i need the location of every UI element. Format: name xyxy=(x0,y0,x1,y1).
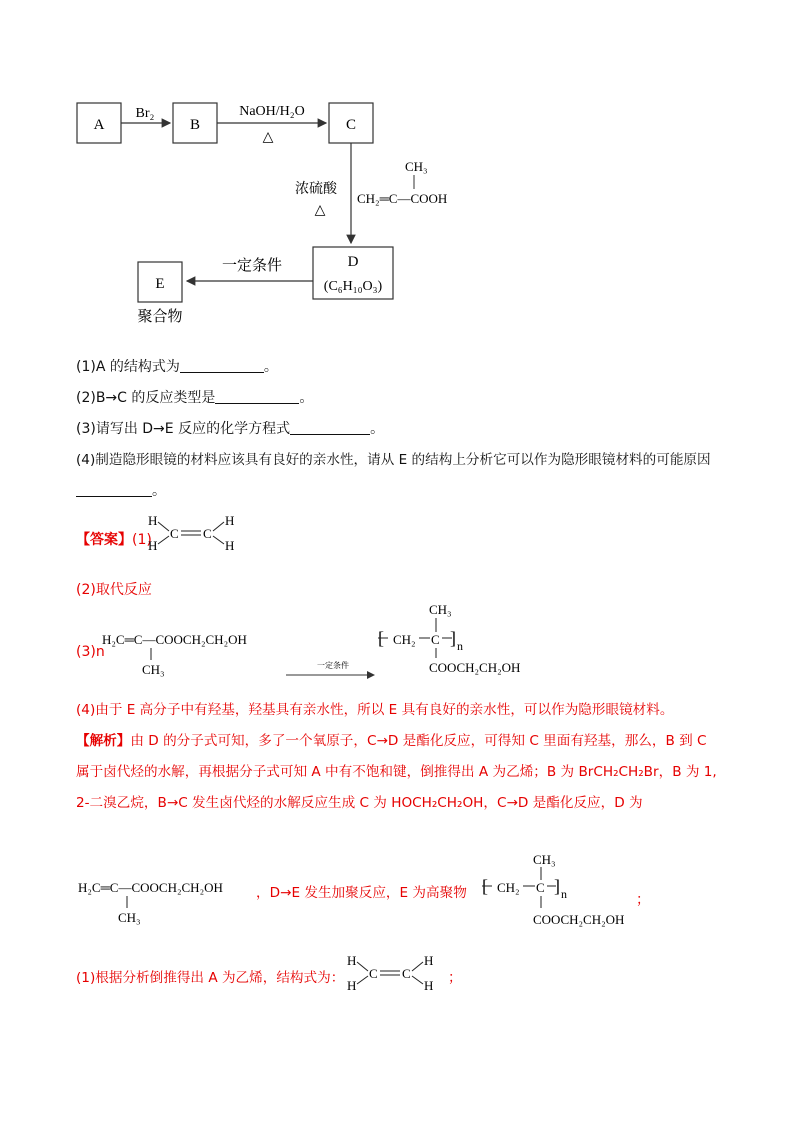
reagent-h2so4: 浓硫酸 xyxy=(295,182,337,197)
answer-1 xyxy=(76,530,152,550)
condition-label: 一定条件 xyxy=(317,661,349,670)
answer-3-prefix: (3)n xyxy=(76,644,105,660)
answer-4: (4)由于 E 高分子中有羟基，羟基具有亲水性，所以 E 具有良好的亲水性，可以作为隐形眼镜材料。 xyxy=(76,702,674,718)
polymer-e-c: C xyxy=(536,880,545,895)
atom-h: H xyxy=(225,513,235,528)
polymer-e-structure xyxy=(476,852,651,932)
atom-c: C xyxy=(369,966,378,981)
box-e-caption: 聚合物 xyxy=(137,309,183,325)
reagent-condition: 一定条件 xyxy=(221,258,283,274)
answer-blank xyxy=(215,389,299,404)
question-1-text: (1)A 的结构式为 xyxy=(76,359,180,375)
question-4-text: (4)制造隐形眼镜的材料应该具有良好的亲水性，请从 E 的结构上分析它可以作为隐形眼镜材料的可能原因 xyxy=(76,452,711,468)
monomer-d-structure xyxy=(76,870,266,930)
atom-h: H xyxy=(148,538,158,553)
ethylene-structure-analysis xyxy=(344,950,444,996)
question-2-tail: 。 xyxy=(299,390,314,406)
reaction-equation-d-to-e xyxy=(96,600,556,680)
question-2-text: (2)B→C 的反应类型是 xyxy=(76,390,216,406)
question-1 xyxy=(76,357,278,377)
analysis-line-2: 属于卤代烃的水解，再根据分子式可知 A 中有不饱和键，倒推得出 A 为乙烯；B 为 BrCH₂CH₂Br，B 为 1, xyxy=(76,764,717,780)
atom-c: C xyxy=(170,526,179,541)
box-b-label: B xyxy=(189,117,201,133)
reagent-br2: Br₂ xyxy=(135,106,155,121)
answer-2: (2)取代反应 xyxy=(76,582,152,598)
question-4 xyxy=(76,450,711,470)
polymer-e-ch2: CH₂ xyxy=(497,880,520,895)
polymer-e-n: n xyxy=(561,887,567,901)
atom-h: H xyxy=(225,538,235,553)
bracket-right: ] xyxy=(554,876,560,896)
question-3 xyxy=(76,419,384,439)
monomer: H₂C═C—COOCH₂CH₂OH xyxy=(102,632,247,647)
atom-h: H xyxy=(424,978,434,993)
reaction-flow-diagram xyxy=(0,0,800,340)
atom-h: H xyxy=(347,978,357,993)
polymer-ch3: CH₃ xyxy=(429,602,452,617)
question-3-text: (3)请写出 D→E 反应的化学方程式 xyxy=(76,421,291,437)
monomer-ch3: CH₃ xyxy=(142,662,165,677)
atom-h: H xyxy=(424,953,434,968)
polymer-e-ch3: CH₃ xyxy=(533,852,556,867)
methacrylic-ch3: CH₃ xyxy=(405,159,428,174)
question-3-tail: 。 xyxy=(370,421,385,437)
box-e-label: E xyxy=(155,276,165,292)
analysis-line-1 xyxy=(76,731,707,751)
analysis-tag: 【解析】 xyxy=(76,733,131,749)
monomer-d-ch3: CH₃ xyxy=(118,910,141,925)
box-d-formula: (C₆H₁₀O₃) xyxy=(323,279,383,294)
atom-h: H xyxy=(148,513,158,528)
answer-blank xyxy=(290,420,370,435)
bracket-left: [ xyxy=(482,876,488,896)
polymer-side-chain: COOCH₂CH₂OH xyxy=(429,660,521,675)
polymer-n: n xyxy=(457,639,463,653)
answer-tag: 【答案】 xyxy=(76,532,132,548)
question-4-tail: 。 xyxy=(152,483,166,499)
reagent-naoh: NaOH/H₂O xyxy=(239,104,305,119)
answer-1-prefix: (1) xyxy=(132,532,152,548)
question-1-tail: 。 xyxy=(263,359,278,375)
polymer-c: C xyxy=(431,632,440,647)
box-c-label: C xyxy=(345,117,357,133)
polymer-e-side: COOCH₂CH₂OH xyxy=(533,912,625,927)
analysis-line-5-end: ； xyxy=(448,970,462,986)
question-2 xyxy=(76,388,313,408)
atom-c: C xyxy=(402,966,411,981)
analysis-line-4-mid: ，D→E 发生加聚反应，E 为高聚物 xyxy=(256,885,467,901)
reagent-heat-cd: △ xyxy=(314,203,326,218)
methacrylic-acid: CH₂═C—COOH xyxy=(357,191,448,206)
monomer-d: H₂C═C—COOCH₂CH₂OH xyxy=(78,880,223,895)
reagent-heat-bc: △ xyxy=(262,130,274,145)
analysis-line-4-end: ； xyxy=(636,892,650,908)
atom-h: H xyxy=(347,953,357,968)
answer-blank xyxy=(76,482,152,497)
answer-blank xyxy=(180,358,264,373)
analysis-line-3: 2-二溴乙烷，B→C 发生卤代烃的水解反应生成 C 为 HOCH₂CH₂OH，C→D 是酯化反应，D 为 xyxy=(76,795,643,811)
bracket-right: ] xyxy=(450,628,456,648)
bracket-left: [ xyxy=(378,628,384,648)
analysis-line-1-text: 由 D 的分子式可知，多了一个氧原子，C→D 是酯化反应，可得知 C 里面有羟基，那么，B 到 C xyxy=(130,733,707,749)
ethylene-structure-answer xyxy=(145,510,245,556)
question-4-continued xyxy=(76,481,166,501)
box-a-label: A xyxy=(93,117,105,133)
polymer-ch2: CH₂ xyxy=(393,632,416,647)
atom-c: C xyxy=(203,526,212,541)
analysis-line-5: (1)根据分析倒推得出 A 为乙烯，结构式为： xyxy=(76,970,345,986)
box-d-label: D xyxy=(347,254,359,270)
